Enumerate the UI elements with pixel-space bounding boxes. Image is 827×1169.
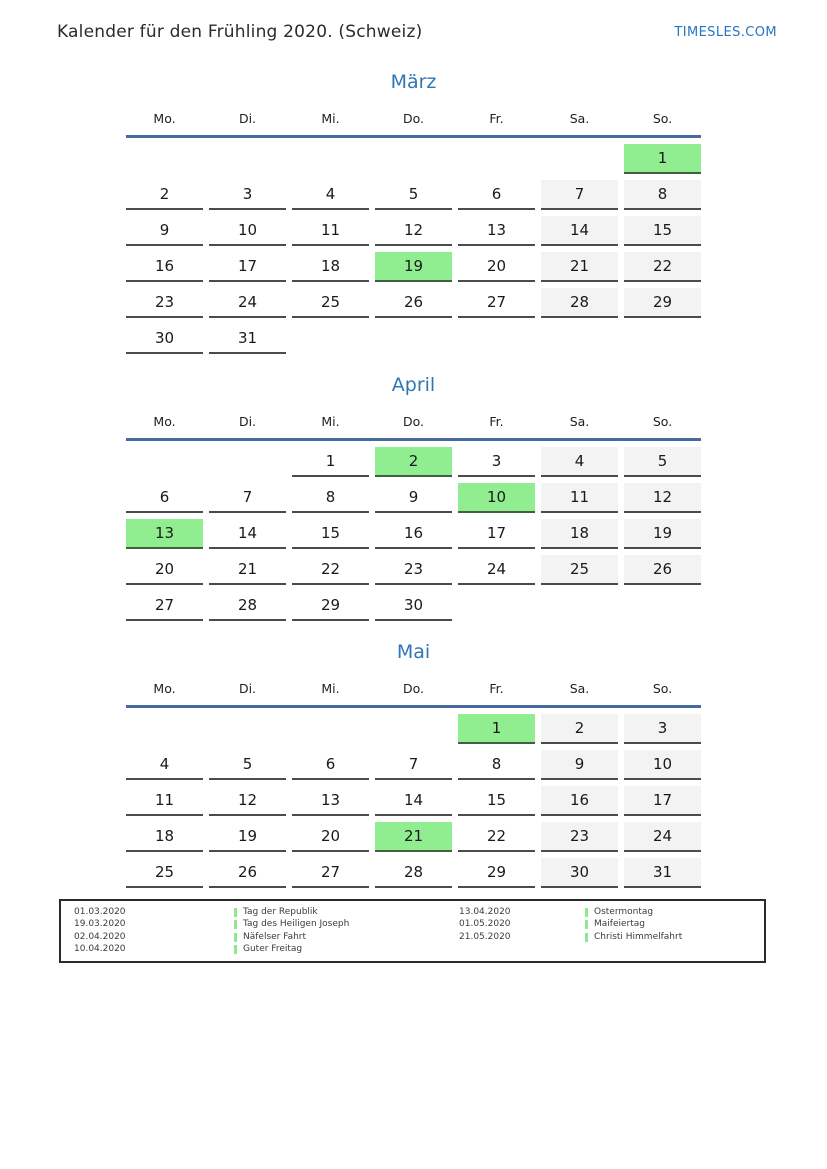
legend-column-right bbox=[459, 906, 764, 956]
day-cell: 12 bbox=[624, 483, 701, 513]
week-row bbox=[126, 555, 701, 585]
weekday-label: So. bbox=[652, 414, 673, 429]
day-cell: 16 bbox=[126, 252, 203, 282]
legend-holiday-label: Tag der Republik bbox=[243, 907, 318, 917]
empty-cell bbox=[292, 714, 369, 744]
day-cell: 11 bbox=[126, 786, 203, 816]
day-cell: 15 bbox=[292, 519, 369, 549]
legend-holiday-label: Guter Freitag bbox=[243, 944, 303, 955]
empty-cell bbox=[624, 324, 701, 354]
day-cell: 20 bbox=[458, 252, 535, 282]
day-cell: 30 bbox=[126, 324, 203, 354]
day-cell: 25 bbox=[126, 858, 203, 888]
day-cell: 6 bbox=[458, 180, 535, 210]
day-cell: 22 bbox=[624, 252, 701, 282]
holiday-marker-icon bbox=[585, 920, 588, 929]
weekday-header-row bbox=[126, 681, 701, 708]
day-cell: 23 bbox=[541, 822, 618, 852]
month-title: April bbox=[391, 374, 436, 396]
day-cell: 3 bbox=[458, 447, 535, 477]
day-cell: 15 bbox=[624, 216, 701, 246]
weekday-label: Sa. bbox=[569, 681, 590, 696]
day-cell: 27 bbox=[126, 591, 203, 621]
week-row bbox=[126, 591, 701, 621]
day-cell: 19 bbox=[624, 519, 701, 549]
empty-cell bbox=[458, 591, 535, 621]
empty-cell bbox=[541, 144, 618, 174]
month-maerz bbox=[126, 72, 701, 354]
day-cell: 2 bbox=[541, 714, 618, 744]
weekday-header-row bbox=[126, 111, 701, 138]
empty-cell bbox=[209, 447, 286, 477]
empty-cell bbox=[209, 144, 286, 174]
day-cell: 19 bbox=[209, 822, 286, 852]
day-cell: 20 bbox=[292, 822, 369, 852]
legend-row bbox=[74, 918, 459, 930]
day-cell: 12 bbox=[209, 786, 286, 816]
empty-cell bbox=[541, 591, 618, 621]
week-row bbox=[126, 714, 701, 744]
legend-row bbox=[459, 918, 764, 930]
legend-row bbox=[74, 906, 459, 918]
legend-holiday-name bbox=[585, 931, 682, 943]
week-row bbox=[126, 483, 701, 513]
week-row bbox=[126, 144, 701, 174]
day-cell: 28 bbox=[375, 858, 452, 888]
day-cell: 27 bbox=[458, 288, 535, 318]
day-cell: 29 bbox=[624, 288, 701, 318]
day-cell: 4 bbox=[292, 180, 369, 210]
weekday-label: Mi. bbox=[321, 681, 340, 696]
holiday-legend bbox=[59, 899, 766, 963]
legend-holiday-label: Christi Himmelfahrt bbox=[594, 931, 683, 942]
weekday-label: Sa. bbox=[569, 414, 590, 429]
weekday-label: Mo. bbox=[153, 414, 176, 429]
legend-holiday-name bbox=[585, 918, 645, 930]
legend-holiday-label: Näfelser Fahrt bbox=[243, 931, 307, 942]
weekday-label: Sa. bbox=[569, 111, 590, 126]
legend-date: 13.04.2020 bbox=[459, 907, 511, 917]
month-title: März bbox=[390, 71, 437, 93]
empty-cell bbox=[541, 324, 618, 354]
page-header bbox=[0, 0, 827, 42]
brand-link[interactable]: TIMESLES.COM bbox=[674, 25, 777, 40]
day-cell: 7 bbox=[541, 180, 618, 210]
day-cell: 14 bbox=[375, 786, 452, 816]
weekday-label: So. bbox=[652, 681, 673, 696]
legend-row bbox=[459, 906, 764, 918]
day-cell: 2 bbox=[375, 447, 452, 477]
legend-holiday-name bbox=[234, 906, 318, 918]
weekday-label: Fr. bbox=[489, 414, 504, 429]
weekday-label: Di. bbox=[238, 681, 257, 696]
month-mai bbox=[126, 642, 701, 888]
week-row bbox=[126, 447, 701, 477]
legend-column-left bbox=[74, 906, 459, 956]
legend-holiday-name bbox=[234, 931, 306, 943]
day-cell: 24 bbox=[209, 288, 286, 318]
legend-date: 10.04.2020 bbox=[74, 944, 126, 955]
month-april bbox=[126, 375, 701, 621]
weekday-label: Do. bbox=[402, 111, 425, 126]
weekday-label: Di. bbox=[238, 414, 257, 429]
day-cell: 23 bbox=[375, 555, 452, 585]
holiday-marker-icon bbox=[234, 933, 237, 942]
week-row bbox=[126, 324, 701, 354]
day-cell: 14 bbox=[209, 519, 286, 549]
day-cell: 4 bbox=[126, 750, 203, 780]
day-cell: 30 bbox=[375, 591, 452, 621]
day-cell: 29 bbox=[292, 591, 369, 621]
week-row bbox=[126, 519, 701, 549]
week-row bbox=[126, 252, 701, 282]
day-cell: 21 bbox=[209, 555, 286, 585]
legend-holiday-name bbox=[585, 906, 653, 918]
day-cell: 21 bbox=[375, 822, 452, 852]
day-cell: 18 bbox=[541, 519, 618, 549]
day-cell: 22 bbox=[458, 822, 535, 852]
day-cell: 23 bbox=[126, 288, 203, 318]
week-row bbox=[126, 288, 701, 318]
empty-cell bbox=[624, 591, 701, 621]
week-row bbox=[126, 786, 701, 816]
empty-cell bbox=[126, 447, 203, 477]
day-cell: 7 bbox=[209, 483, 286, 513]
day-cell: 24 bbox=[624, 822, 701, 852]
day-cell: 8 bbox=[292, 483, 369, 513]
weekday-label: Mi. bbox=[321, 111, 340, 126]
empty-cell bbox=[375, 144, 452, 174]
holiday-marker-icon bbox=[234, 920, 237, 929]
day-cell: 13 bbox=[458, 216, 535, 246]
empty-cell bbox=[458, 144, 535, 174]
day-cell: 1 bbox=[458, 714, 535, 744]
day-cell: 17 bbox=[209, 252, 286, 282]
day-cell: 1 bbox=[624, 144, 701, 174]
week-row bbox=[126, 822, 701, 852]
day-cell: 28 bbox=[541, 288, 618, 318]
empty-cell bbox=[458, 324, 535, 354]
empty-cell bbox=[292, 144, 369, 174]
day-cell: 31 bbox=[209, 324, 286, 354]
weeks-grid bbox=[126, 447, 701, 621]
week-row bbox=[126, 750, 701, 780]
day-cell: 27 bbox=[292, 858, 369, 888]
empty-cell bbox=[375, 324, 452, 354]
day-cell: 15 bbox=[458, 786, 535, 816]
weekday-label: Di. bbox=[238, 111, 257, 126]
day-cell: 17 bbox=[458, 519, 535, 549]
day-cell: 13 bbox=[126, 519, 203, 549]
day-cell: 3 bbox=[624, 714, 701, 744]
empty-cell bbox=[375, 714, 452, 744]
weekday-label: Fr. bbox=[489, 681, 504, 696]
legend-date: 01.03.2020 bbox=[74, 907, 126, 917]
day-cell: 31 bbox=[624, 858, 701, 888]
day-cell: 13 bbox=[292, 786, 369, 816]
day-cell: 12 bbox=[375, 216, 452, 246]
weekday-label: Do. bbox=[402, 681, 425, 696]
day-cell: 11 bbox=[541, 483, 618, 513]
weekday-header-row bbox=[126, 414, 701, 441]
legend-row bbox=[459, 931, 764, 943]
day-cell: 8 bbox=[458, 750, 535, 780]
weekday-label: Mo. bbox=[153, 111, 176, 126]
day-cell: 29 bbox=[458, 858, 535, 888]
day-cell: 1 bbox=[292, 447, 369, 477]
day-cell: 4 bbox=[541, 447, 618, 477]
empty-cell bbox=[126, 144, 203, 174]
day-cell: 17 bbox=[624, 786, 701, 816]
day-cell: 2 bbox=[126, 180, 203, 210]
day-cell: 9 bbox=[375, 483, 452, 513]
day-cell: 9 bbox=[126, 216, 203, 246]
day-cell: 10 bbox=[624, 750, 701, 780]
day-cell: 20 bbox=[126, 555, 203, 585]
month-title: Mai bbox=[396, 641, 431, 663]
page-title: Kalender für den Frühling 2020. (Schweiz) bbox=[57, 22, 423, 42]
day-cell: 26 bbox=[624, 555, 701, 585]
legend-holiday-label: Maifeiertag bbox=[594, 919, 645, 930]
legend-date: 01.05.2020 bbox=[459, 919, 511, 930]
holiday-marker-icon bbox=[585, 908, 588, 917]
week-row bbox=[126, 180, 701, 210]
day-cell: 16 bbox=[541, 786, 618, 816]
day-cell: 6 bbox=[126, 483, 203, 513]
holiday-marker-icon bbox=[585, 933, 588, 942]
weekday-label: Fr. bbox=[489, 111, 504, 126]
day-cell: 25 bbox=[292, 288, 369, 318]
weekday-label: Mo. bbox=[153, 681, 176, 696]
day-cell: 21 bbox=[541, 252, 618, 282]
day-cell: 14 bbox=[541, 216, 618, 246]
legend-date: 02.04.2020 bbox=[74, 931, 126, 942]
legend-holiday-label: Ostermontag bbox=[594, 907, 654, 917]
holiday-marker-icon bbox=[234, 945, 237, 954]
day-cell: 5 bbox=[209, 750, 286, 780]
day-cell: 18 bbox=[292, 252, 369, 282]
day-cell: 26 bbox=[209, 858, 286, 888]
day-cell: 10 bbox=[209, 216, 286, 246]
day-cell: 24 bbox=[458, 555, 535, 585]
empty-cell bbox=[292, 324, 369, 354]
day-cell: 25 bbox=[541, 555, 618, 585]
day-cell: 22 bbox=[292, 555, 369, 585]
legend-holiday-label: Tag des Heiligen Joseph bbox=[243, 919, 350, 930]
week-row bbox=[126, 216, 701, 246]
day-cell: 18 bbox=[126, 822, 203, 852]
weekday-label: Do. bbox=[402, 414, 425, 429]
day-cell: 6 bbox=[292, 750, 369, 780]
empty-cell bbox=[209, 714, 286, 744]
empty-cell bbox=[126, 714, 203, 744]
day-cell: 16 bbox=[375, 519, 452, 549]
holiday-marker-icon bbox=[234, 908, 237, 917]
legend-holiday-name bbox=[234, 918, 349, 930]
weeks-grid bbox=[126, 144, 701, 354]
day-cell: 5 bbox=[624, 447, 701, 477]
weekday-label: Mi. bbox=[321, 414, 340, 429]
weeks-grid bbox=[126, 714, 701, 888]
legend-date: 21.05.2020 bbox=[459, 931, 511, 942]
day-cell: 3 bbox=[209, 180, 286, 210]
day-cell: 8 bbox=[624, 180, 701, 210]
day-cell: 5 bbox=[375, 180, 452, 210]
legend-row bbox=[74, 943, 459, 955]
day-cell: 11 bbox=[292, 216, 369, 246]
day-cell: 28 bbox=[209, 591, 286, 621]
day-cell: 7 bbox=[375, 750, 452, 780]
day-cell: 9 bbox=[541, 750, 618, 780]
week-row bbox=[126, 858, 701, 888]
legend-date: 19.03.2020 bbox=[74, 919, 126, 930]
day-cell: 26 bbox=[375, 288, 452, 318]
legend-holiday-name bbox=[234, 943, 302, 955]
day-cell: 10 bbox=[458, 483, 535, 513]
legend-row bbox=[74, 931, 459, 943]
day-cell: 30 bbox=[541, 858, 618, 888]
weekday-label: So. bbox=[652, 111, 673, 126]
day-cell: 19 bbox=[375, 252, 452, 282]
